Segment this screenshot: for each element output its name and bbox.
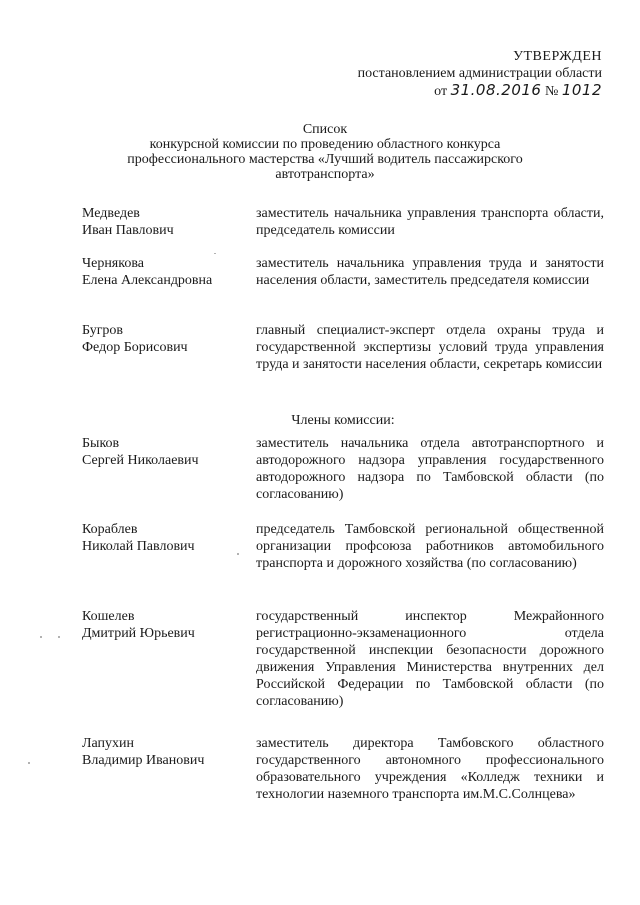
- member-surname: Кораблев: [82, 522, 138, 537]
- member-surname: Медведев: [82, 206, 140, 221]
- member-name: [82, 205, 252, 239]
- member-given-names: Сергей Николаевич: [82, 453, 199, 468]
- scan-speck: [237, 553, 239, 555]
- member-name: [82, 255, 252, 289]
- member-name: [82, 735, 252, 769]
- approval-date-line: [358, 82, 602, 100]
- member-role: заместитель начальника отдела автотранспортного и автодорожного надзора управления государственного автодорожного надзора по Тамбовской области (по согласованию): [256, 436, 604, 502]
- member-name: [82, 322, 252, 356]
- handwritten-date: 31.08.2016: [450, 81, 542, 99]
- approval-stamp: [358, 48, 602, 100]
- approval-date-prefix: от: [434, 84, 448, 99]
- member-role: заместитель директора Тамбовского областного государственного автономного профессионального образовательного учреждения «Колледж техники и технологии наземного транспорта им.М.С.Солнцева»: [256, 736, 604, 802]
- member-role: председатель Тамбовской региональной общественной организации профсоюза работников автомобильного транспорта и дорожного хозяйства (по согласованию): [256, 522, 604, 571]
- members-heading: Члены комиссии:: [291, 413, 395, 428]
- member-surname: Чернякова: [82, 256, 144, 271]
- member-name: [82, 435, 252, 469]
- member-given-names: Елена Александровна: [82, 273, 213, 288]
- member-surname: Кошелев: [82, 609, 135, 624]
- member-name: [82, 608, 252, 642]
- approval-title: УТВЕРЖДЕН: [513, 49, 602, 64]
- number-sign: №: [544, 84, 559, 99]
- member-role: главный специалист-эксперт отдела охраны труда и государственной экспертизы условий труда управления труда и занятости населения области, секретарь комиссии: [256, 323, 604, 372]
- member-given-names: Иван Павлович: [82, 223, 174, 238]
- document-heading: [110, 122, 540, 182]
- member-surname: Лапухин: [82, 736, 135, 751]
- approval-decree-line: постановлением администрации области: [357, 66, 602, 81]
- scan-speck: [28, 762, 30, 764]
- member-role: заместитель начальника управления труда и занятости населения области, заместитель председателя комиссии: [256, 256, 604, 288]
- heading-line: конкурсной комиссии по проведению областного конкурса: [149, 137, 501, 152]
- member-role: заместитель начальника управления транспорта области, председатель комиссии: [256, 206, 604, 238]
- heading-line: автотранспорта»: [275, 167, 375, 182]
- scan-speck: [58, 636, 60, 638]
- member-surname: Быков: [82, 436, 120, 451]
- member-given-names: Николай Павлович: [82, 539, 195, 554]
- member-surname: Бугров: [82, 323, 124, 338]
- member-given-names: Федор Борисович: [82, 340, 188, 355]
- member-given-names: Дмитрий Юрьевич: [82, 626, 195, 641]
- scan-speck: [40, 636, 42, 638]
- handwritten-number: 1012: [561, 81, 602, 99]
- member-role: государственный инспектор Межрайонного регистрационно-экзаменационного отдела государственной инспекции безопасности дорожного движения Управления Министерства внутренних дел Российской Федерации по Тамбовской области (по согласованию): [256, 609, 604, 709]
- member-given-names: Владимир Иванович: [82, 753, 205, 768]
- scan-speck: [214, 253, 216, 254]
- heading-title: Список: [302, 122, 348, 137]
- heading-line: профессионального мастерства «Лучший водитель пассажирского: [127, 152, 523, 167]
- member-name: [82, 521, 252, 555]
